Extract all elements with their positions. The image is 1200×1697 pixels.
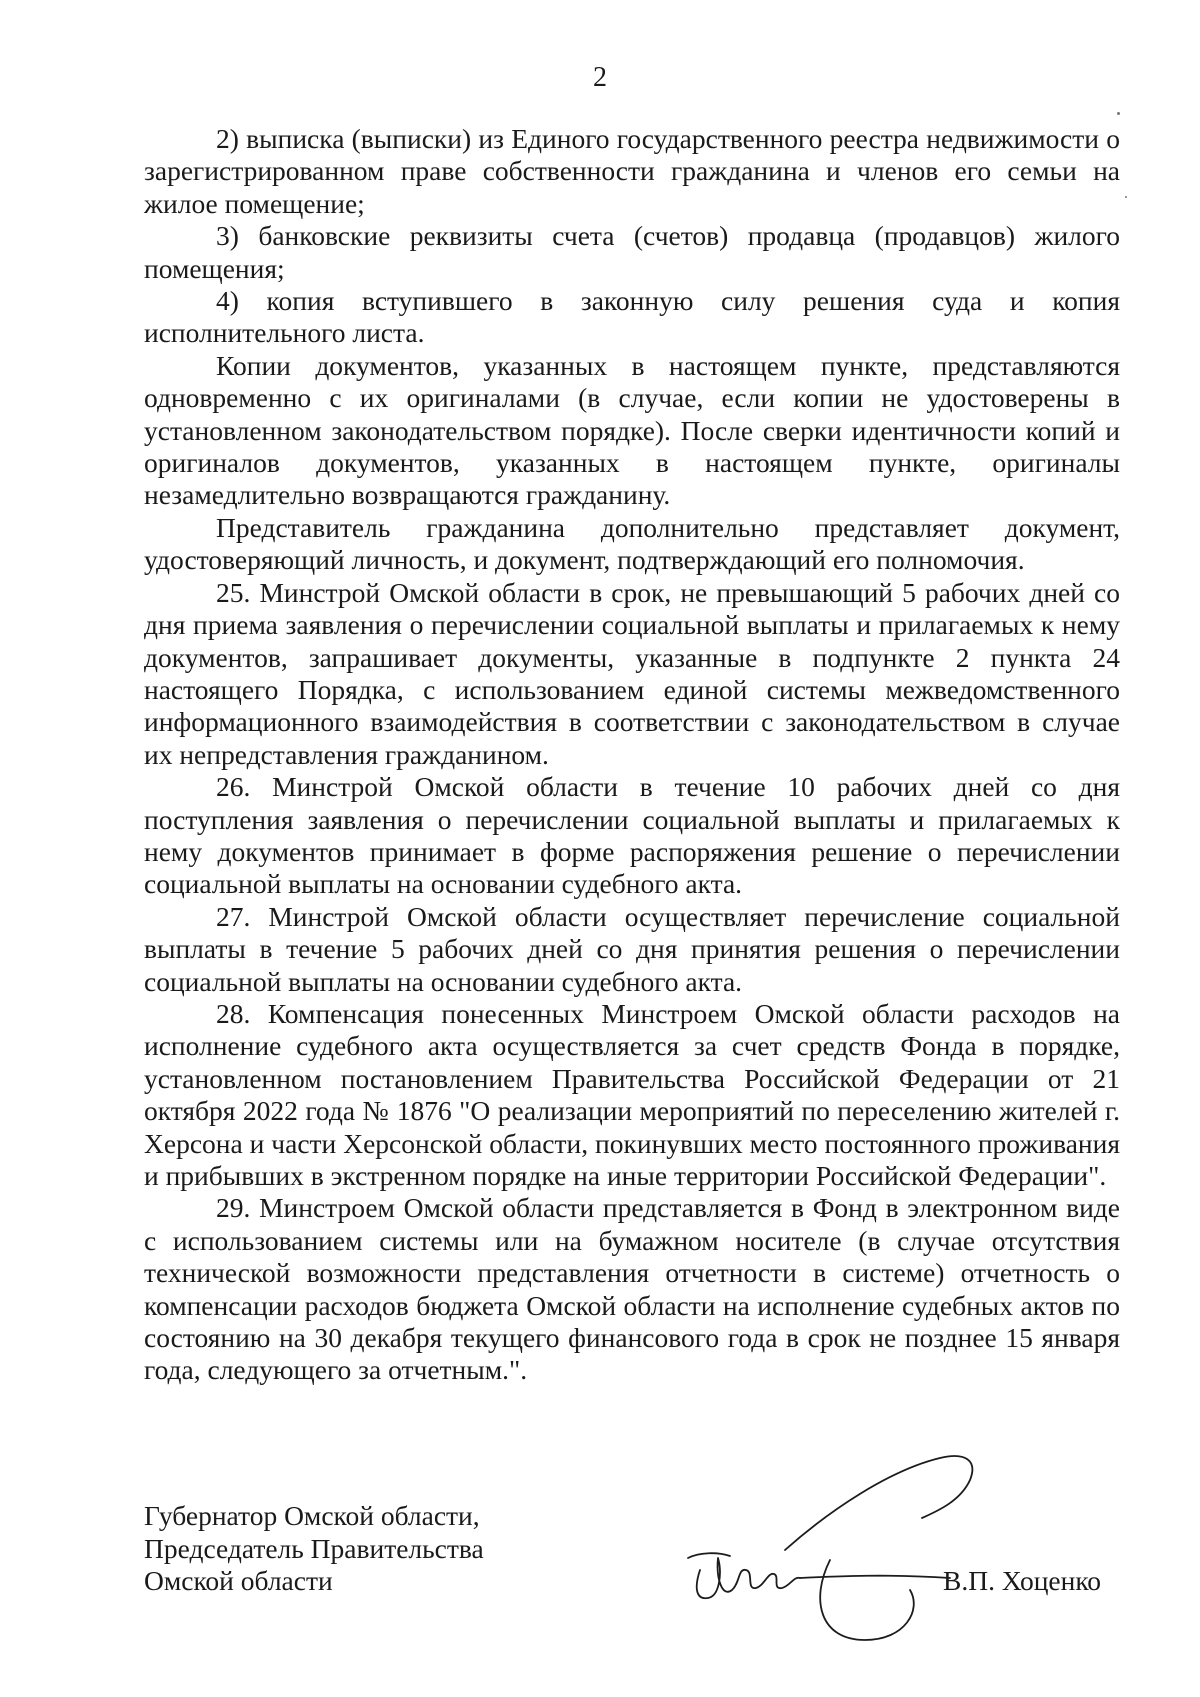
signature-position-line: Губернатор Омской области, xyxy=(144,1500,480,1531)
paragraph-clause-29: 29. Минстроем Омской области представляется в Фонд в электронном виде с использованием системы или на бумажном носителе (в случае отсутствия технической возможности представления отчетности в системе) отчетность о компенсации расходов бюджета Омской области на исполнение судебных актов по состоянию на 30 декабря текущего финансового года в срок не позднее 15 января года, следующего за отчетным.". xyxy=(144,1192,1120,1386)
paragraph-clause-28: 28. Компенсация понесенных Минстроем Омской области расходов на исполнение судебного акта осуществляется за счет средств Фонда в порядке, установленном постановлением Правительства Российской Федерации от 21 октября 2022 года № 1876 "О реализации мероприятий по переселению жителей г. Херсона и части Херсонской области, покинувших место постоянного проживания и прибывших в экстренном порядке на иные территории Российской Федерации". xyxy=(144,997,1120,1191)
page-number: 2 xyxy=(593,62,607,93)
scan-speck xyxy=(1125,196,1127,198)
paragraph-clause-25: 25. Минстрой Омской области в срок, не превышающий 5 рабочих дней со дня приема заявления о перечислении социальной выплаты и прилагаемых к нему документов, запрашивает документы, указанные в подпункте 2 пункта 24 настоящего Порядка, с использованием единой системы межведомственного информационного взаимодействия в соответствии с законодательством в случае их непредставления гражданином. xyxy=(144,576,1120,770)
signature-position xyxy=(144,1500,484,1598)
signer-name: В.П. Хоценко xyxy=(943,1565,1102,1596)
paragraph-item-3: 3) банковские реквизиты счета (счетов) продавца (продавцов) жилого помещения; xyxy=(144,220,1120,284)
paragraph-clause-27: 27. Минстрой Омской области осуществляет перечисление социальной выплаты в течение 5 рабочих дней со дня принятия решения о перечислении социальной выплаты на основании судебного акта. xyxy=(144,900,1120,997)
paragraph-clause-26: 26. Минстрой Омской области в течение 10 рабочих дней со дня поступления заявления о перечислении социальной выплаты и прилагаемых к нему документов принимает в форме распоряжения решение о перечислении социальной выплаты на основании судебного акта. xyxy=(144,771,1120,900)
signature-position-line: Омской области xyxy=(144,1565,333,1596)
paragraph-item-2: 2) выписка (выписки) из Единого государственного реестра недвижимости о зарегистрированном праве собственности гражданина и членов его семьи на жилое помещение; xyxy=(144,123,1120,219)
paragraph-representative: Представитель гражданина дополнительно представляет документ, удостоверяющий личность, и документ, подтверждающий его полномочия. xyxy=(144,511,1120,576)
scan-speck xyxy=(1117,112,1120,115)
paragraph-item-4: 4) копия вступившего в законную силу решения суда и копия исполнительного листа. xyxy=(144,285,1120,349)
paragraph-copies: Копии документов, указанных в настоящем пункте, представляются одновременно с их оригиналами (в случае, если копии не удостоверены в установленном законодательством порядке). После сверки идентичности копий и оригиналов документов, указанных в настоящем пункте, оригиналы незамедлительно возвращаются гражданину. xyxy=(144,349,1120,511)
handwritten-signature xyxy=(660,1440,1020,1650)
document-body xyxy=(144,123,1120,1387)
signature-position-line: Председатель Правительства xyxy=(144,1532,484,1564)
